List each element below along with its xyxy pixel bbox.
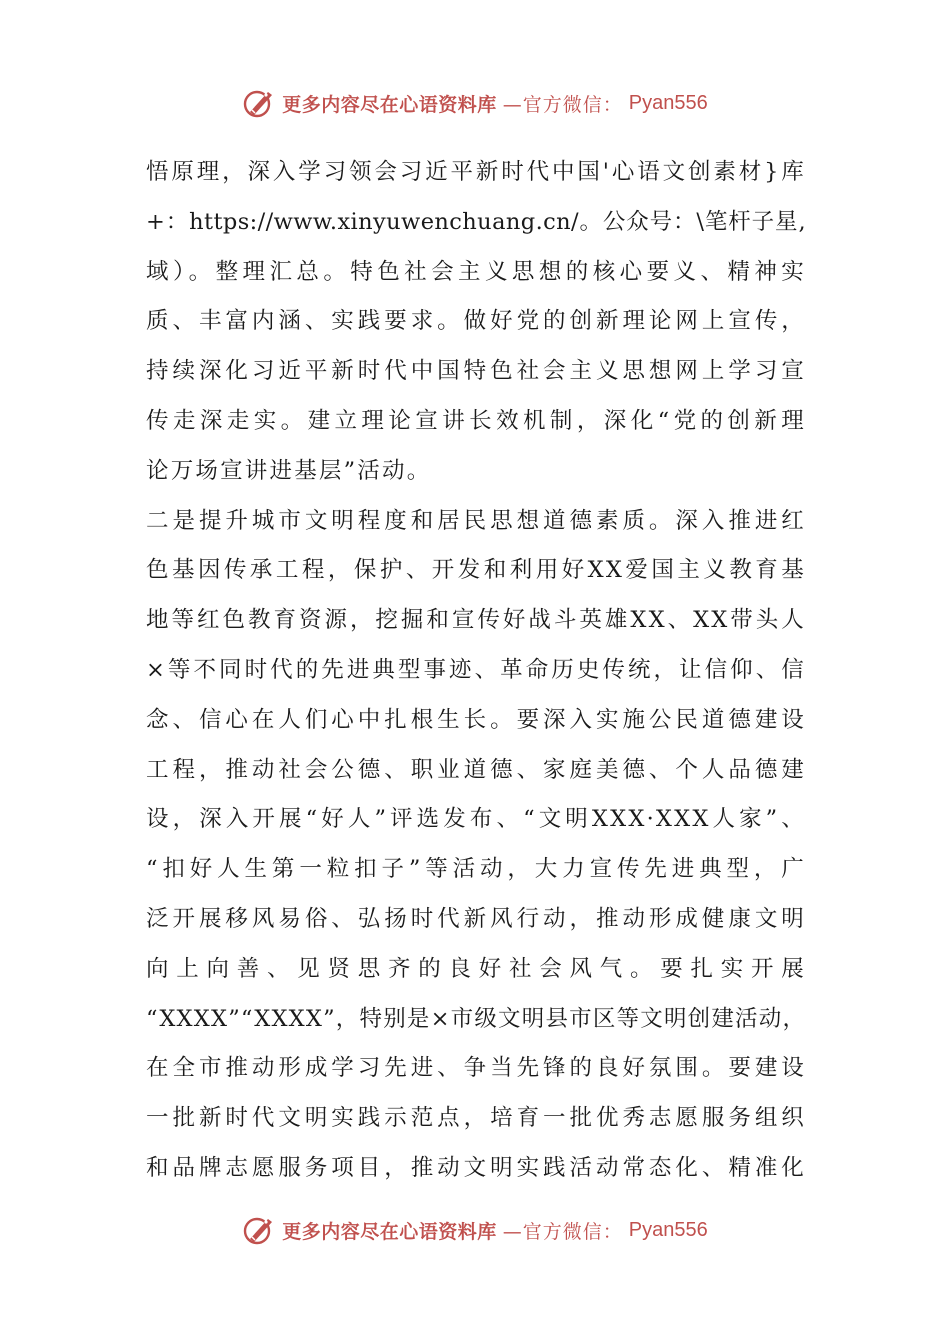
text-line: 二是提升城市文明程度和居民思想道德素质。深入推进红 <box>146 507 806 534</box>
text-line: 域）。整理汇总。特色社会主义思想的核心要义、精神实 <box>146 258 806 285</box>
text-line: “扣好人生第一粒扣子”等活动，大力宣传先进典型，广 <box>146 856 806 883</box>
text-line: 工程，推动社会公德、职业道德、家庭美德、个人品德建 <box>146 756 806 783</box>
banner-wechat-id: Pyan556 <box>628 91 708 114</box>
text-line: “XXXX”“XXXX”，特别是×市级文明县市区等文明创建活动， <box>146 1005 807 1032</box>
text-line: +：https://www.xinyuwenchuang.cn/。公众号：\笔杆子星, <box>146 208 806 235</box>
pen-logo-icon <box>242 86 276 120</box>
footer-banner <box>0 1210 950 1250</box>
text-line: 质、丰富内涵、实践要求。做好党的创新理论网上宣传， <box>146 308 806 335</box>
text-line: 在全市推动形成学习先进、争当先锋的良好氛围。要建设 <box>146 1055 806 1082</box>
text-line: 设，深入开展“好人”评选发布、“文明XXX·XXX人家”、 <box>146 806 806 833</box>
banner <box>242 86 708 120</box>
pen-logo-icon <box>242 1213 276 1247</box>
text-line: 持续深化习近平新时代中国特色社会主义思想网上学习宣 <box>146 358 806 385</box>
header-banner <box>0 83 950 123</box>
text-line: 念、信心在人们心中扎根生长。要深入实施公民道德建设 <box>146 706 806 733</box>
text-line: 论万场宣讲进基层”活动。 <box>146 457 432 484</box>
banner <box>242 1213 708 1247</box>
text-line: 色基因传承工程，保护、开发和利用好XX爱国主义教育基 <box>146 557 806 584</box>
document-body <box>146 148 806 1194</box>
text-line: 和品牌志愿服务项目，推动文明实践活动常态化、精准化 <box>146 1154 806 1181</box>
text-line: 地等红色教育资源，挖掘和宣传好战斗英雄XX、XX带头人 <box>146 607 806 634</box>
text-line: 泛开展移风易俗、弘扬时代新风行动，推动形成健康文明 <box>146 905 806 932</box>
text-line: ×等不同时代的先进典型事迹、革命历史传统，让信仰、信 <box>146 656 806 683</box>
banner-main-text: 更多内容尽在心语资料库 <box>282 93 497 116</box>
text-line: 一批新时代文明实践示范点，培育一批优秀志愿服务组织 <box>146 1105 806 1132</box>
banner-sub-text: —官方微信： <box>502 93 623 116</box>
banner-main-text: 更多内容尽在心语资料库 <box>282 1220 497 1243</box>
text-line: 悟原理，深入学习领会习近平新时代中国'心语文创素材}库 <box>146 159 806 185</box>
banner-wechat-id: Pyan556 <box>628 1218 708 1241</box>
banner-sub-text: —官方微信： <box>502 1220 623 1243</box>
text-line: 传走深走实。建立理论宣讲长效机制，深化“党的创新理 <box>146 407 806 434</box>
text-line: 向上向善、见贤思齐的良好社会风气。要扎实开展 <box>146 955 806 982</box>
